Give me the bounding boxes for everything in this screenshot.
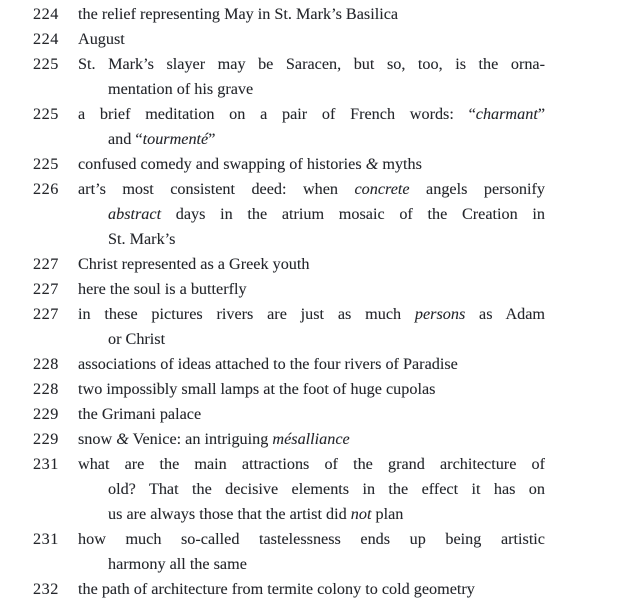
text: the path of architecture from termite colony to cold geometry <box>78 580 475 598</box>
text: as Adam <box>465 305 545 323</box>
entry-line <box>78 227 545 252</box>
entry-line <box>78 477 545 502</box>
text: plan <box>371 505 404 523</box>
page-number: 227 <box>33 305 59 323</box>
entry-line <box>78 52 545 77</box>
entry-text <box>78 352 545 377</box>
toc-entry <box>0 277 620 302</box>
text: the Grimani palace <box>78 405 202 423</box>
italic-text: not <box>350 505 372 523</box>
toc-entry <box>0 527 620 577</box>
entry-line <box>78 552 545 577</box>
entry-line <box>78 252 545 277</box>
text: two impossibly small lamps at the foot of huge cupolas <box>78 380 436 398</box>
text: snow <box>78 430 117 448</box>
toc-entry <box>0 377 620 402</box>
entry-line <box>78 427 545 452</box>
page-number: 226 <box>33 180 59 198</box>
text: the relief representing May in St. Mark’s Basilica <box>78 5 399 23</box>
entry-text <box>78 402 545 427</box>
entry-line <box>78 377 545 402</box>
page-number: 227 <box>33 255 59 273</box>
toc-entry <box>0 102 620 152</box>
toc-entry <box>0 177 620 252</box>
page-number: 231 <box>33 455 59 473</box>
entry-line <box>78 577 545 602</box>
entry-text <box>78 52 545 102</box>
toc-entry <box>0 152 620 177</box>
page-number: 231 <box>33 530 59 548</box>
italic-text: abstract <box>108 205 162 223</box>
entry-line <box>78 302 545 327</box>
entry-line <box>78 327 545 352</box>
entry-text <box>78 377 545 402</box>
text: a brief meditation on a pair of French words: “ <box>78 105 476 123</box>
text: days in the atrium mosaic of the Creation in <box>161 205 545 223</box>
page-number: 229 <box>33 405 59 423</box>
text: Christ represented as a Greek youth <box>78 255 310 273</box>
toc-entry <box>0 577 620 602</box>
entry-line <box>78 27 545 52</box>
page-number: 225 <box>33 55 59 73</box>
toc-entry <box>0 2 620 27</box>
italic-text: mésalliance <box>272 430 350 448</box>
italic-text: & <box>365 155 379 173</box>
text: August <box>78 30 125 48</box>
text: in these pictures rivers are just as much <box>78 305 415 323</box>
entry-text <box>78 302 545 352</box>
text: here the soul is a butterfly <box>78 280 247 298</box>
toc-entry <box>0 352 620 377</box>
italic-text: charmant <box>475 105 538 123</box>
text: St. Mark’s <box>108 230 176 248</box>
text: how much so-called tastelessness ends up being artistic <box>78 530 545 548</box>
entry-text <box>78 527 545 577</box>
text: what are the main attractions of the grand architecture of <box>78 455 545 473</box>
entry-text <box>78 577 545 602</box>
entry-line <box>78 352 545 377</box>
entry-line <box>78 202 545 227</box>
entry-line <box>78 152 545 177</box>
entry-line <box>78 2 545 27</box>
toc-entry <box>0 452 620 527</box>
entry-line <box>78 527 545 552</box>
entry-line <box>78 102 545 127</box>
text: associations of ideas attached to the four rivers of Paradise <box>78 355 458 373</box>
entry-line <box>78 127 545 152</box>
entry-text <box>78 177 545 252</box>
entry-text <box>78 452 545 527</box>
text: us are always those that the artist did <box>108 505 351 523</box>
toc-entry <box>0 402 620 427</box>
entry-line <box>78 402 545 427</box>
page-number: 225 <box>33 105 59 123</box>
entry-text <box>78 2 545 27</box>
entry-text <box>78 277 545 302</box>
text: mentation of his grave <box>108 80 254 98</box>
text: St. Mark’s slayer may be Saracen, but so, too, is the orna- <box>78 55 545 73</box>
entry-text <box>78 102 545 152</box>
text: ” <box>537 105 545 123</box>
text: or Christ <box>108 330 166 348</box>
toc-list <box>0 2 620 602</box>
entry-text <box>78 427 545 452</box>
page-number: 225 <box>33 155 59 173</box>
page-number: 224 <box>33 30 59 48</box>
toc-entry <box>0 302 620 352</box>
text: confused comedy and swapping of histories <box>78 155 366 173</box>
entry-line <box>78 277 545 302</box>
italic-text: tourmenté <box>142 130 209 148</box>
toc-entry <box>0 427 620 452</box>
text: harmony all the same <box>108 555 247 573</box>
italic-text: persons <box>414 305 466 323</box>
page-number: 224 <box>33 5 59 23</box>
italic-text: & <box>116 430 129 448</box>
text: Venice: an intriguing <box>128 430 273 448</box>
entry-line <box>78 177 545 202</box>
page-number: 229 <box>33 430 59 448</box>
text: ” <box>208 130 216 148</box>
entry-text <box>78 252 545 277</box>
entry-text <box>78 27 545 52</box>
entry-text <box>78 152 545 177</box>
text: angels personify <box>409 180 545 198</box>
toc-entry <box>0 27 620 52</box>
page-number: 228 <box>33 355 59 373</box>
text: myths <box>378 155 422 173</box>
entry-line <box>78 77 545 102</box>
entry-line <box>78 452 545 477</box>
italic-text: concrete <box>354 180 410 198</box>
text: and “ <box>108 130 143 148</box>
toc-entry <box>0 52 620 102</box>
entry-line <box>78 502 545 527</box>
page-number: 228 <box>33 380 59 398</box>
toc-entry <box>0 252 620 277</box>
page-number: 232 <box>33 580 59 598</box>
text: old? That the decisive elements in the effect it has on <box>108 480 545 498</box>
page-number: 227 <box>33 280 59 298</box>
text: art’s most consistent deed: when <box>78 180 355 198</box>
